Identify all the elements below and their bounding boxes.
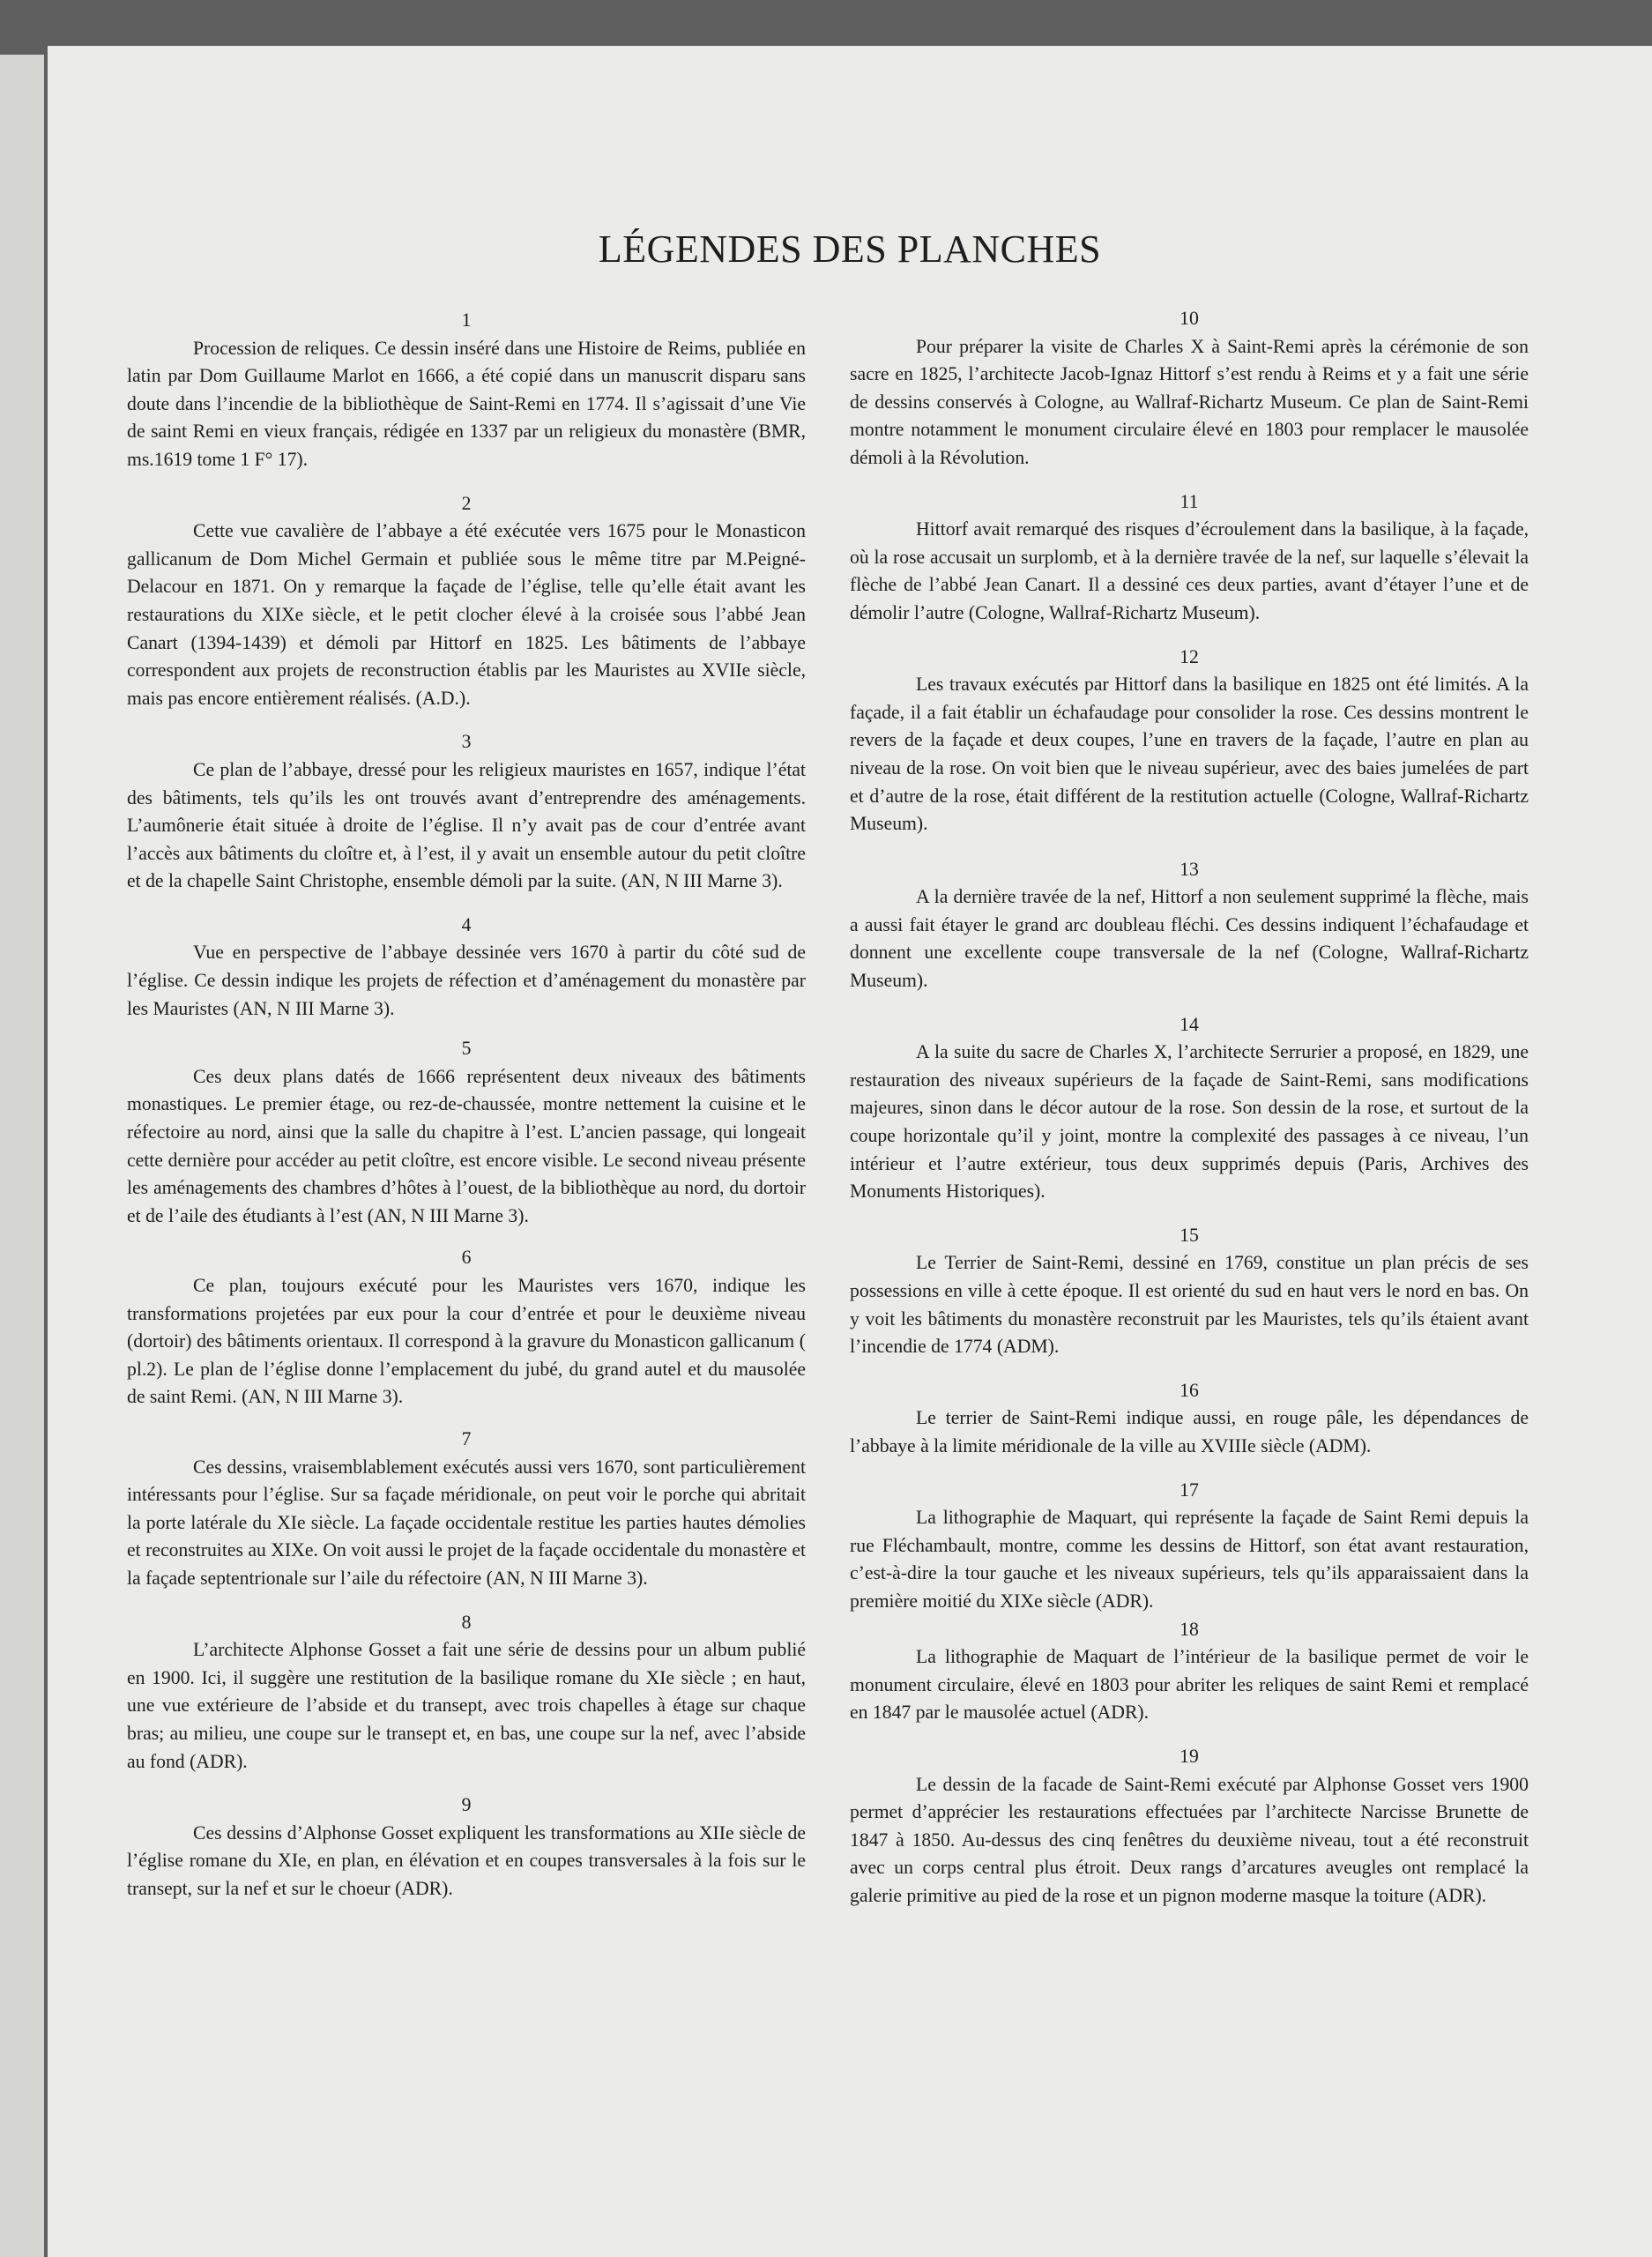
legend-number: 13 (1179, 858, 1199, 880)
legend-entry-16 (850, 1377, 1529, 1461)
legend-entry-2 (127, 490, 806, 713)
legend-number: 2 (461, 492, 472, 514)
left-column (127, 307, 806, 1903)
legend-text: A la dernière travée de la nef, Hittorf a non seulement supprimé la flèche, mais a aussi fait étayer le grand arc doubleau fléchi. Ces dessins indiquent l’échafaudage et donnent une excellente coupe transversale de la nef (Cologne, Wallraf-Richartz Museum). (850, 886, 1529, 992)
legend-text: Les travaux exécutés par Hittorf dans la basilique en 1825 ont été limités. A la façade, il a fait établir un échafaudage pour consolider la rose. Ces dessins montrent le revers de la façade et deux coupes, l’une en travers de la façade, l’autre en plan au niveau de la rose. On voit bien que le niveau supérieur, avec des baies jumelées de part et d’autre de la rose, était différent de la restitution actuelle (Cologne, Wallraf-Richartz Museum). (850, 674, 1529, 835)
legend-text: Le dessin de la facade de Saint-Remi exécuté par Alphonse Gosset vers 1900 permet d’apprécier les restaurations effectuées par l’architecte Narcisse Brunette de 1847 à 1850. Au-dessus des cinq fenêtres du deuxième niveau, tout a été reconstruit avec un corps central plus étroit. Deux rangs d’arcatures aveugles ont remplacé la galerie primitive au pied de la rose et un pignon moderne masque la toiture (ADR). (850, 1773, 1529, 1906)
legend-number: 11 (1179, 490, 1199, 512)
legend-text: Le Terrier de Saint-Remi, dessiné en 1769, constitue un plan précis de ses possessions en ville à cette époque. Il est orienté du sud en haut vers le nord en bas. On y voit les bâtiments du monastère reconstruit par les Mauristes, tels qu’ils étaient avant l’incendie de 1774 (ADM). (850, 1252, 1529, 1358)
legend-number: 1 (461, 309, 472, 331)
legend-number: 6 (461, 1247, 472, 1269)
legend-number: 10 (1179, 308, 1199, 329)
legend-number: 4 (461, 913, 472, 935)
legend-entry-3 (127, 728, 806, 896)
legend-text: La lithographie de Maquart de l’intérieur de la basilique permet de voir le monument circulaire, élevé en 1803 pour abriter les reliques de saint Remi et remplacé en 1847 par le mausolée actuel (ADR). (850, 1646, 1529, 1724)
legend-entry-12 (850, 644, 1529, 838)
legend-entry-5 (127, 1035, 806, 1230)
legend-text: Ce plan, toujours exécuté pour les Mauristes vers 1670, indique les transformations projetées par eux pour la cour d’entrée et pour le deuxième niveau (dortoir) des bâtiments orientaux. Il correspond à la gravure du Monasticon gallicanum ( pl.2). Le plan de l’église donne l’emplacement du jubé, du grand autel et du mausolée de saint Remi. (AN, N III Marne 3). (127, 1275, 806, 1408)
legend-entry-19 (850, 1743, 1529, 1911)
legend-entry-14 (850, 1011, 1529, 1206)
legend-entry-10 (850, 305, 1529, 473)
legend-text: Ces dessins d’Alphonse Gosset expliquent les transformations au XIIe siècle de l’église romane du XIe, en plan, en élévation et en coupes transversales à la fois sur le transept, sur la nef et sur le choeur (ADR). (127, 1821, 806, 1899)
legend-entry-13 (850, 856, 1529, 995)
legend-number: 18 (1179, 1618, 1199, 1640)
legend-entry-6 (127, 1244, 806, 1412)
legend-number: 12 (1179, 645, 1199, 667)
legend-number: 16 (1179, 1379, 1199, 1401)
document-page (48, 46, 1652, 2257)
legend-number: 14 (1179, 1013, 1199, 1035)
legend-number: 17 (1179, 1479, 1199, 1501)
legend-number: 7 (461, 1427, 472, 1449)
legend-entry-11 (850, 488, 1529, 628)
legend-entry-8 (127, 1609, 806, 1777)
legend-number: 3 (461, 731, 472, 753)
legend-number: 8 (461, 1611, 472, 1633)
legend-number: 5 (461, 1038, 472, 1060)
legend-text: L’architecte Alphonse Gosset a fait une série de dessins pour un album publié en 1900. Ici, il suggère une restitution de la basilique romane du XIe siècle ; en haut, une vue extérieure de l’abside et du transept, avec trois chapelles à étage sur chaque bras; au milieu, une coupe sur le transept et, en bas, une coupe sur la nef, avec l’abside au fond (ADR). (127, 1639, 806, 1772)
right-column (850, 305, 1529, 1910)
legend-text: A la suite du sacre de Charles X, l’architecte Serrurier a proposé, en 1829, une restauration des niveaux supérieurs de la façade de Saint-Remi, sans modifications majeures, sinon dans le décor autour de la rose. Son dessin de la rose, et surtout de la coupe horizontale qu’il y joint, montre la complexité des passages à ce niveau, l’un intérieur et l’autre extérieur, tous deux supprimés depuis (Paris, Archives des Monuments Historiques). (850, 1041, 1529, 1203)
legend-entry-15 (850, 1222, 1529, 1361)
legend-entry-9 (127, 1791, 806, 1903)
legend-entry-18 (850, 1616, 1529, 1727)
legend-text: La lithographie de Maquart, qui représente la façade de Saint Remi depuis la rue Fléchambault, montre, comme les dessins de Hittorf, son état avant restauration, c’est-à-dire la tour gauche et les niveaux supérieurs, tels qu’ils apparaissaient dans la première moitié du XIXe siècle (ADR). (850, 1507, 1529, 1612)
legend-entry-7 (127, 1426, 806, 1593)
legend-entry-4 (127, 912, 806, 1023)
legend-text: Ces dessins, vraisemblablement exécutés aussi vers 1670, sont particulièrement intéressants pour l’église. Sur sa façade méridionale, on peut voir le porche qui abritait la porte latérale du XIe siècle. La façade occidentale restitue les parties hautes démolies et reconstruites au XIXe. On voit aussi le projet de la façade occidentale du monastère et la façade septentrionale sur l’aile du réfectoire (AN, N III Marne 3). (127, 1456, 806, 1589)
legend-number: 19 (1179, 1745, 1199, 1767)
legend-text: Ces deux plans datés de 1666 représentent deux niveaux des bâtiments monastiques. Le premier étage, ou rez-de-chaussée, montre nettement la cuisine et le réfectoire au nord, ainsi que la salle du chapitre à l’est. L’ancien passage, qui longeait cette dernière pour accéder au petit cloître, est encore visible. Le second niveau présente les aménagements des chambres d’hôtes à l’ouest, de la bibliothèque au nord, du dortoir et de l’aile des étudiants à l’est (AN, N III Marne 3). (127, 1065, 806, 1226)
facing-page-edge (0, 55, 44, 2257)
page-title: LÉGENDES DES PLANCHES (598, 227, 1102, 271)
legend-text: Cette vue cavalière de l’abbaye a été exécutée vers 1675 pour le Monasticon gallicanum de Dom Michel Germain et publiée sous le même titre par M.Peigné-Delacour en 1871. On y remarque la façade de l’église, telle qu’elle était avant les restaurations du XIXe siècle, et le petit clocher élevé à la croisée sous l’abbé Jean Canart (1394-1439) et démoli par Hittorf en 1825. Les bâtiments de l’abbaye correspondent aux projets de reconstruction établis par les Mauristes au XVIIe siècle, mais pas encore entièrement réalisés. (A.D.). (127, 520, 806, 709)
legend-text: Vue en perspective de l’abbaye dessinée vers 1670 à partir du côté sud de l’église. Ce dessin indique les projets de réfection et d’aménagement du monastère par les Mauristes (AN, N III Marne 3). (127, 942, 806, 1019)
legend-text: Hittorf avait remarqué des risques d’écroulement dans la basilique, à la façade, où la rose accusait un surplomb, et à la dernière travée de la nef, sur laquelle s’élevait la flèche de l’abbé Jean Canart. Il a dessiné ces deux parties, avant d’étayer l’une et de démolir l’autre (Cologne, Wallraf-Richartz Museum). (850, 518, 1529, 623)
legend-text: Ce plan de l’abbaye, dressé pour les religieux mauristes en 1657, indique l’état des bâtiments, tels qu’ils les ont trouvés avant d’entreprendre des aménagements. L’aumônerie était située à droite de l’église. Il n’y avait pas de cour d’entrée avant l’accès aux bâtiments du cloître et, à l’est, il y avait un ensemble autour du petit cloître et de la chapelle Saint Christophe, ensemble démoli par la suite. (AN, N III Marne 3). (127, 758, 806, 892)
legend-text: Pour préparer la visite de Charles X à Saint-Remi après la cérémonie de son sacre en 1825, l’architecte Jacob-Ignaz Hittorf s’est rendu à Reims et y a fait une série de dessins conservés à Cologne, au Wallraf-Richartz Museum. Ce plan de Saint-Remi montre notamment le monument circulaire élevé en 1803 pour remplacer le mausolée démoli à la Révolution. (850, 335, 1529, 468)
legend-number: 9 (461, 1794, 472, 1816)
legend-text: Procession de reliques. Ce dessin inséré dans une Histoire de Reims, publiée en latin par Dom Guillaume Marlot en 1666, a été copié dans un manuscrit disparu sans doute dans l’incendie de la bibliothèque de Saint-Remi en 1774. Il s’agissait d’une Vie de saint Remi en vieux français, rédigée en 1337 par un religieux du monastère (BMR, ms.1619 tome 1 F° 17). (127, 337, 806, 470)
legend-entry-17 (850, 1477, 1529, 1616)
legend-text: Le terrier de Saint-Remi indique aussi, en rouge pâle, les dépendances de l’abbaye à la limite méridionale de la ville au XVIIIe siècle (ADM). (850, 1407, 1529, 1456)
legend-entry-1 (127, 307, 806, 474)
legend-number: 15 (1179, 1224, 1199, 1246)
